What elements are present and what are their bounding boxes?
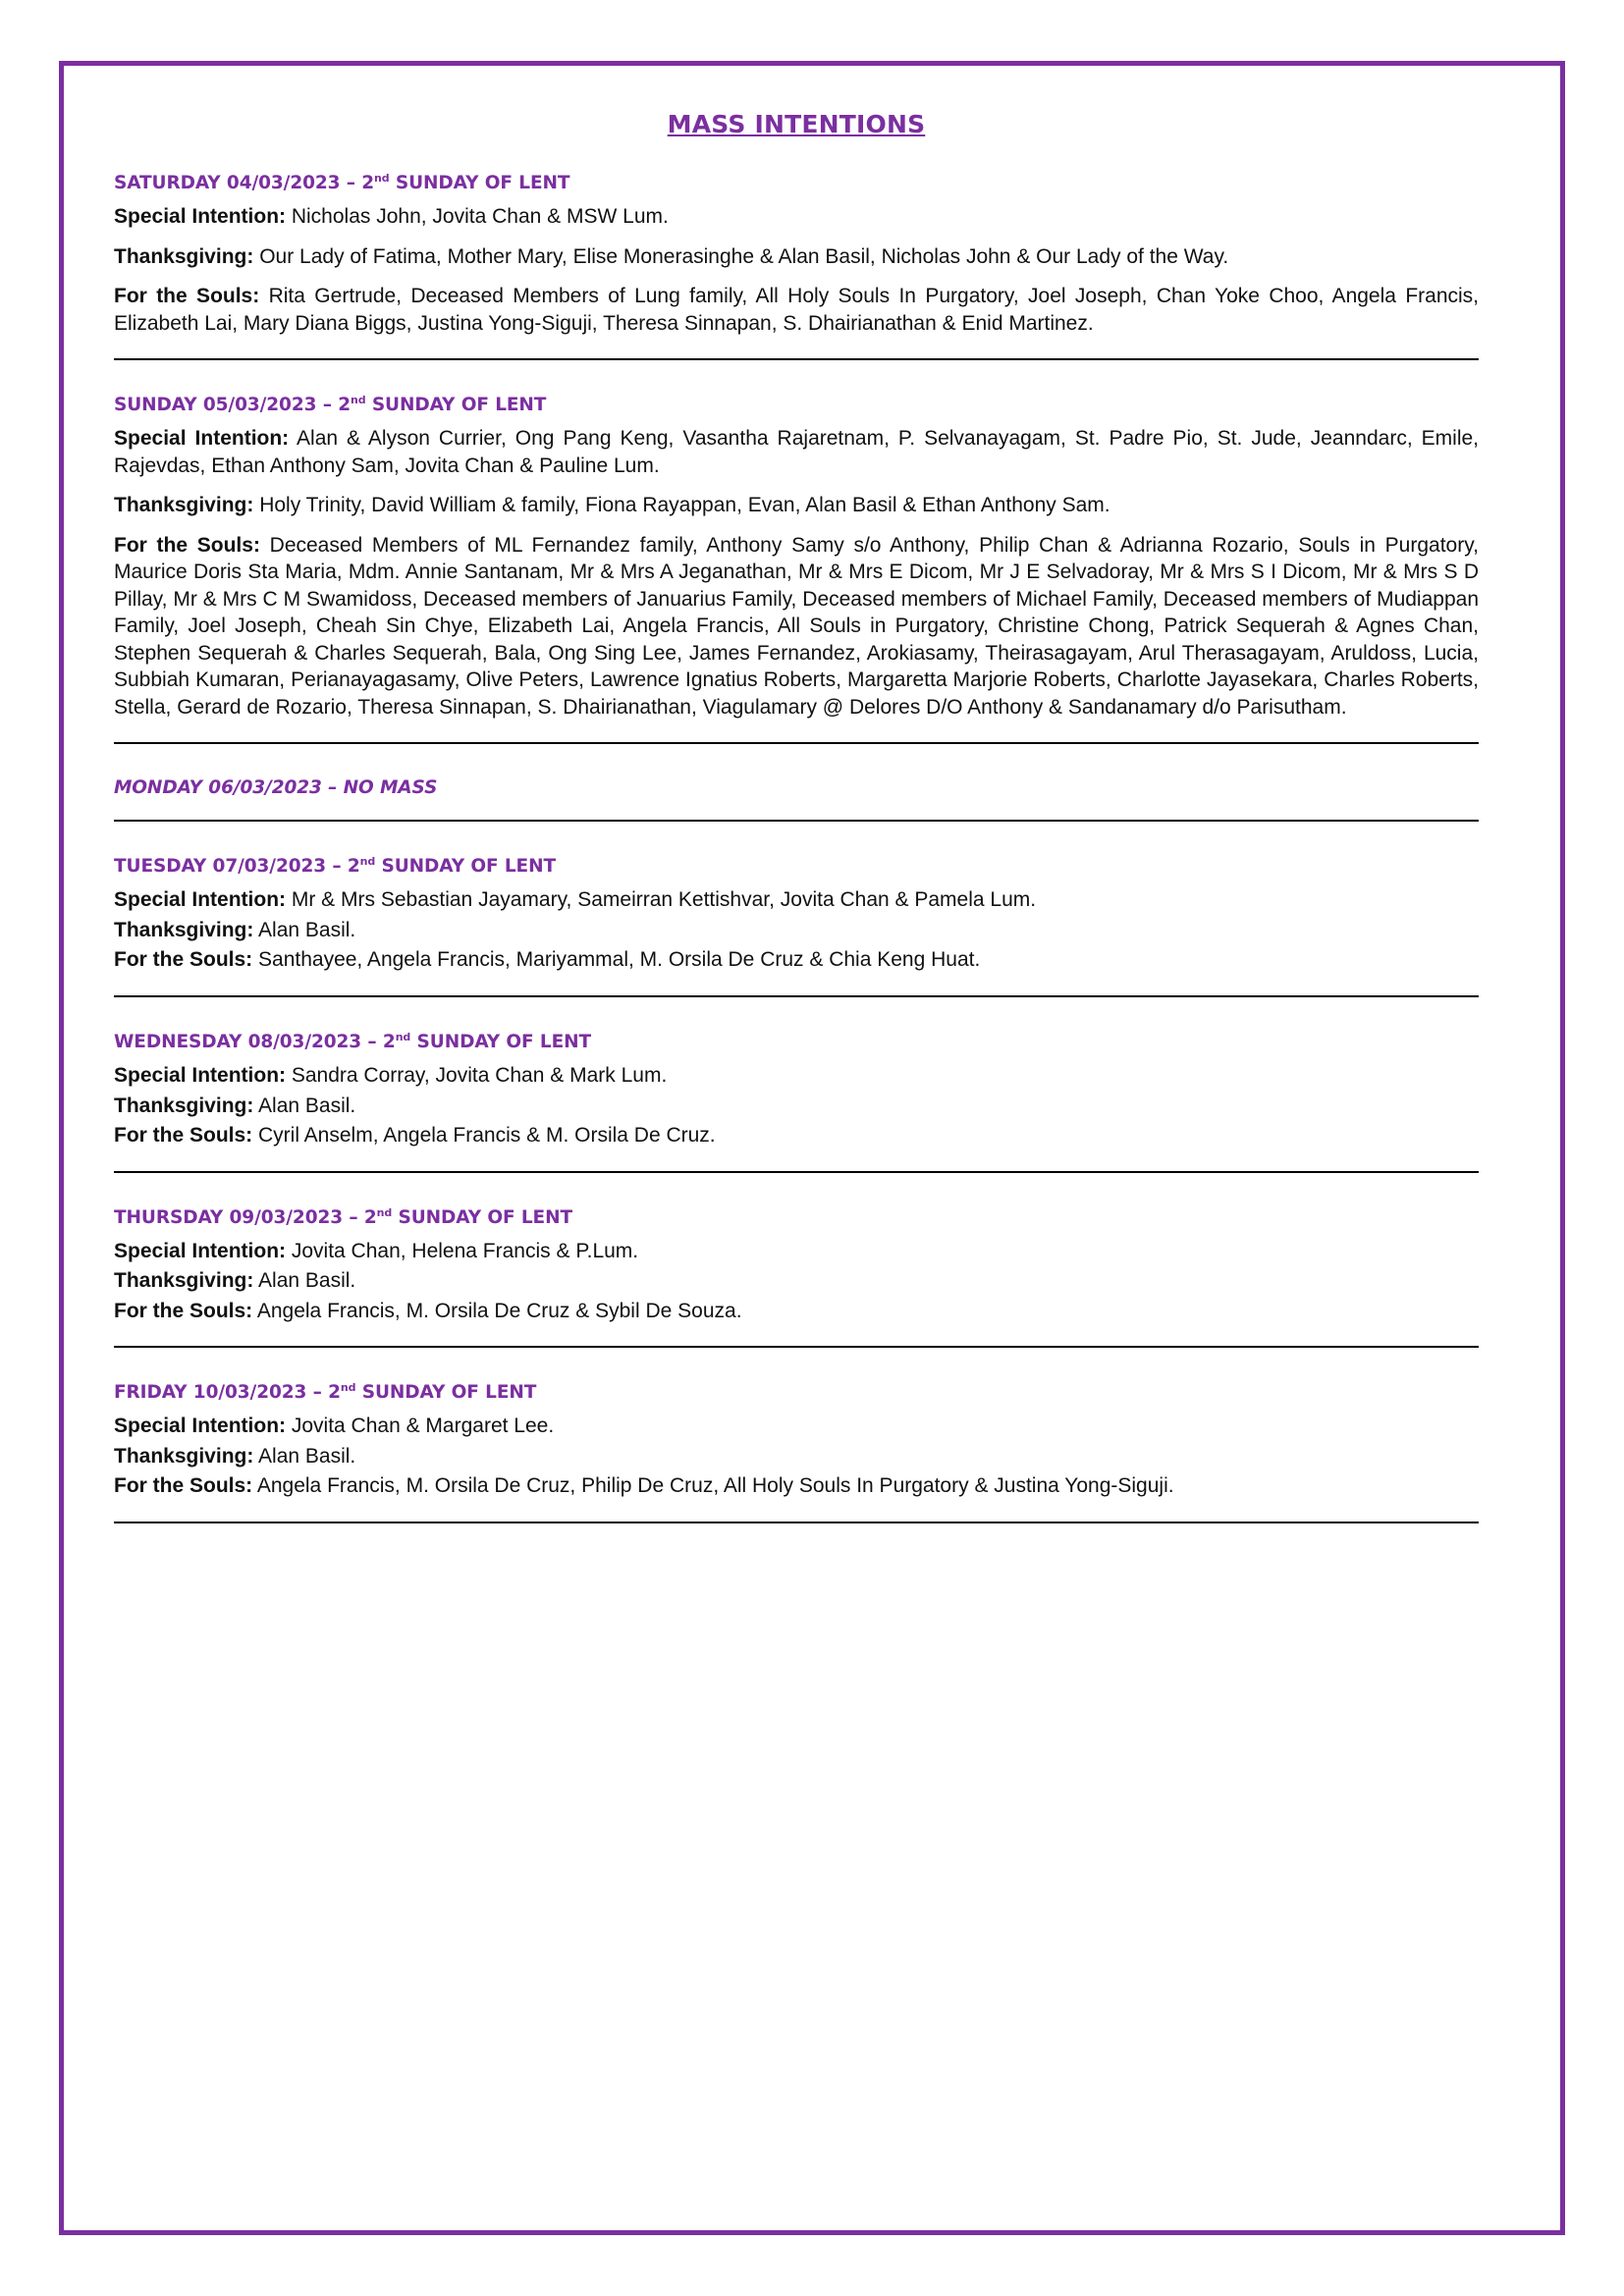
intention-entry	[114, 1122, 1479, 1149]
day-block	[114, 855, 1479, 974]
intention-label: For the Souls:	[114, 1299, 253, 1322]
intention-entry	[114, 1443, 1479, 1470]
intention-names: Angela Francis, M. Orsila De Cruz & Sybil De Souza.	[252, 1299, 742, 1322]
intention-entry	[114, 1413, 1479, 1440]
day-header	[114, 172, 1479, 193]
day-header	[114, 1206, 1479, 1228]
day-header-prefix: TUESDAY 07/03/2023 – 2	[114, 856, 360, 878]
intention-entry	[114, 243, 1479, 271]
day-header	[114, 394, 1479, 415]
page-title: MASS INTENTIONS	[667, 110, 926, 138]
intention-label: Thanksgiving:	[114, 1094, 254, 1117]
intention-label: For the Souls:	[114, 285, 260, 308]
day-header	[114, 1031, 1479, 1052]
day-header-suffix: SUNDAY OF LENT	[410, 1032, 592, 1053]
intention-label: For the Souls:	[114, 948, 253, 972]
intention-label: Thanksgiving:	[114, 918, 254, 941]
section-divider	[114, 1346, 1479, 1348]
intention-entry	[114, 1062, 1479, 1090]
day-header-ordinal: nd	[350, 394, 366, 407]
day-header-ordinal: nd	[374, 172, 390, 185]
intention-label: Special Intention:	[114, 1415, 287, 1438]
intention-entry	[114, 532, 1479, 721]
day-header-ordinal: nd	[395, 1030, 411, 1043]
intention-names: Deceased Members of ML Fernandez family, Anthony Samy s/o Anthony, Philip Chan & Adrianna Rozario, Souls in Purgatory, Maurice Doris Sta Maria, Mdm. Annie Santanam, Mr & Mrs A Jeganathan, Mr & Mrs E Dicom, Mr J E Selvadoray, Mr & Mrs S I Dicom, Mr & Mrs S D Pillay, Mr & Mrs C M Swamidoss, Deceased members of Januarius Family, Deceased members of Michael Family, Deceased members of Mudiappan Family, Joel Joseph, Cheah Sin Chye, Elizabeth Lai, Angela Francis, All Souls in Purgatory, Christine Chong, Patrick Sequerah & Agnes Chan, Stephen Sequerah & Charles Sequerah, Bala, Ong Sing Lee, James Fernandez, Arokiasamy, Theirasagayam, Arul Therasagayam, Aruldoss, Lucia, Subbiah Kumaran, Perianayagasamy, Olive Peters, Lawrence Ignatius Roberts, Margaretta Marjorie Roberts, Charlotte Jayasekara, Charles Roberts, Stella, Gerard de Rozario, Theresa Sinnapan, S. Dhairianathan, Viagulamary @ Delores D/O Anthony & Sandanamary d/o Parisutham.	[114, 533, 1479, 719]
day-header-suffix: SUNDAY OF LENT	[392, 1206, 572, 1228]
intention-entry	[114, 425, 1479, 479]
day-block	[114, 1031, 1479, 1149]
intention-names: Alan Basil.	[253, 918, 356, 941]
intention-names: Jovita Chan & Margaret Lee.	[286, 1415, 555, 1438]
intention-names: Our Lady of Fatima, Mother Mary, Elise Monerasinghe & Alan Basil, Nicholas John & Our Lady of the Way.	[253, 244, 1229, 268]
intention-names: Cyril Anselm, Angela Francis & M. Orsila De Cruz.	[252, 1124, 716, 1148]
day-header-prefix: SATURDAY 04/03/2023 – 2	[114, 173, 375, 194]
intention-names: Jovita Chan, Helena Francis & P.Lum.	[286, 1239, 639, 1262]
intention-label: Thanksgiving:	[114, 1444, 254, 1468]
day-block	[114, 777, 1479, 798]
section-divider	[114, 358, 1479, 360]
intention-entry	[114, 492, 1479, 519]
day-header-suffix: SUNDAY OF LENT	[365, 395, 547, 416]
day-header-ordinal: nd	[359, 855, 376, 869]
intention-names: Rita Gertrude, Deceased Members of Lung family, All Holy Souls In Purgatory, Joel Joseph, Chan Yoke Choo, Angela Francis, Elizabeth Lai, Mary Diana Biggs, Justina Yong-Siguji, Theresa Sinnapan, S. Dhairianathan & Enid Martinez.	[114, 285, 1479, 335]
day-block	[114, 1381, 1479, 1500]
intention-label: Special Intention:	[114, 427, 290, 451]
intention-entry	[114, 283, 1479, 337]
intention-entry	[114, 946, 1479, 974]
day-block	[114, 172, 1479, 337]
intention-names: Santhayee, Angela Francis, Mariyammal, M. Orsila De Cruz & Chia Keng Huat.	[252, 948, 981, 972]
day-header-ordinal: nd	[376, 1205, 393, 1219]
intention-names: Alan & Alyson Currier, Ong Pang Keng, Vasantha Rajaretnam, P. Selvanayagam, St. Padre Pio, St. Jude, Jeanndarc, Emile, Rajevdas, Ethan Anthony Sam, Jovita Chan & Pauline Lum.	[114, 427, 1479, 477]
day-header	[114, 1381, 1479, 1403]
day-header-suffix: SUNDAY OF LENT	[389, 173, 570, 194]
day-header-prefix: THURSDAY 09/03/2023 – 2	[114, 1206, 377, 1228]
section-divider	[114, 820, 1479, 822]
day-header-prefix: SUNDAY 05/03/2023 – 2	[114, 395, 351, 416]
intention-entry	[114, 1238, 1479, 1265]
intention-names: Mr & Mrs Sebastian Jayamary, Sameirran Kettishvar, Jovita Chan & Pamela Lum.	[286, 888, 1037, 912]
mass-intentions-list	[114, 172, 1479, 1523]
day-block	[114, 1206, 1479, 1325]
day-header-prefix: FRIDAY 10/03/2023 – 2	[114, 1382, 341, 1404]
intention-names: Angela Francis, M. Orsila De Cruz, Philip De Cruz, All Holy Souls In Purgatory & Justina Yong-Siguji.	[252, 1474, 1174, 1498]
day-header	[114, 777, 1479, 798]
intention-entry	[114, 1093, 1479, 1120]
day-header-suffix: SUNDAY OF LENT	[375, 856, 556, 878]
intention-entry	[114, 1472, 1479, 1500]
section-divider	[114, 742, 1479, 744]
intention-names: Alan Basil.	[253, 1269, 356, 1293]
section-divider	[114, 1522, 1479, 1523]
intention-label: For the Souls:	[114, 1124, 253, 1148]
intention-entry	[114, 203, 1479, 231]
intention-names: Alan Basil.	[253, 1444, 356, 1468]
intention-names: Nicholas John, Jovita Chan & MSW Lum.	[286, 205, 669, 229]
intention-entry	[114, 1298, 1479, 1325]
intention-entry	[114, 1267, 1479, 1295]
intention-entry	[114, 886, 1479, 914]
intention-label: Special Intention:	[114, 1064, 287, 1088]
section-divider	[114, 995, 1479, 997]
intention-label: Special Intention:	[114, 1239, 287, 1262]
day-header	[114, 855, 1479, 877]
intention-label: Thanksgiving:	[114, 244, 254, 268]
intention-label: Special Intention:	[114, 888, 287, 912]
day-header-prefix: WEDNESDAY 08/03/2023 – 2	[114, 1032, 396, 1053]
intention-label: Thanksgiving:	[114, 494, 254, 517]
intention-label: For the Souls:	[114, 533, 260, 557]
day-block	[114, 394, 1479, 721]
intention-label: Special Intention:	[114, 205, 287, 229]
day-header-prefix: MONDAY 06/03/2023 – NO MASS	[114, 777, 438, 799]
intention-names: Sandra Corray, Jovita Chan & Mark Lum.	[286, 1064, 668, 1088]
section-divider	[114, 1171, 1479, 1173]
intention-label: Thanksgiving:	[114, 1269, 254, 1293]
intention-names: Holy Trinity, David William & family, Fiona Rayappan, Evan, Alan Basil & Ethan Anthony Sam.	[253, 494, 1110, 517]
document-content	[114, 110, 1479, 1523]
intention-names: Alan Basil.	[253, 1094, 356, 1117]
intention-label: For the Souls:	[114, 1474, 253, 1498]
day-header-ordinal: nd	[340, 1381, 356, 1395]
intention-entry	[114, 917, 1479, 944]
day-header-suffix: SUNDAY OF LENT	[355, 1382, 537, 1404]
